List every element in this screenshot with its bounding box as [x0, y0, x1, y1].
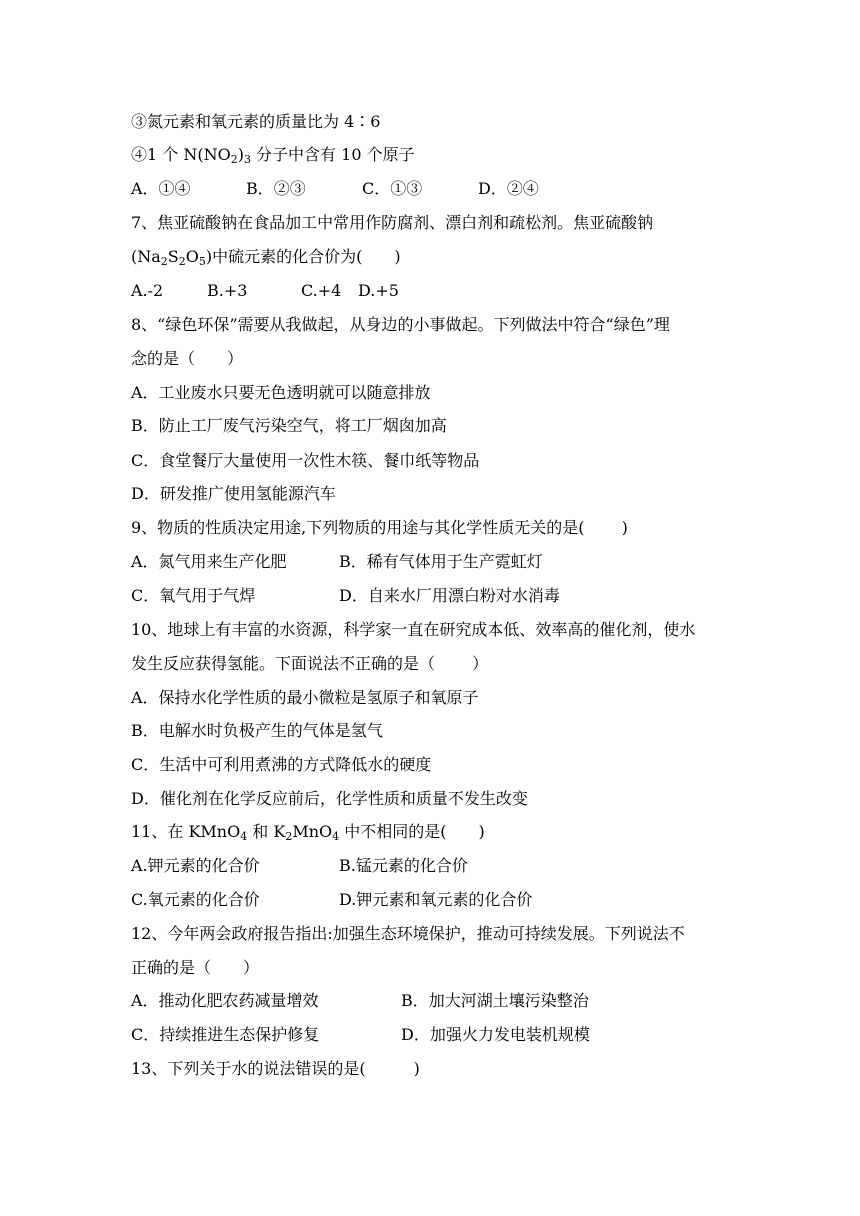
- answer-option: A．①④: [131, 179, 191, 198]
- line-q10-D: D．催化剂在化学反应前后，化学性质和质量不发生改变: [131, 789, 528, 808]
- answer-option: D.钾元素和氧元素的化合价: [339, 890, 533, 909]
- subscript: 4: [240, 830, 248, 843]
- answer-option: B.+3: [207, 281, 248, 300]
- answer-option: C．持续推进生态保护修复: [131, 1025, 320, 1044]
- text-run: (Na: [131, 247, 161, 266]
- answer-option: B．加大河湖土壤污染整治: [401, 991, 589, 1010]
- text-run: MnO: [292, 822, 333, 841]
- answer-option: B.锰元素的化合价: [339, 856, 468, 875]
- line-q8-C: C．食堂餐厅大量使用一次性木筷、餐巾纸等物品: [131, 451, 480, 470]
- line-q7-b: [131, 247, 401, 267]
- answer-option: D．②④: [478, 179, 539, 198]
- line-q7-opts: [131, 281, 731, 301]
- answer-option: B．②③: [246, 179, 306, 198]
- line-q8-D: D．研发推广使用氢能源汽车: [131, 484, 336, 503]
- line-q10-A: A．保持水化学性质的最小微粒是氢原子和氧原子: [131, 688, 479, 707]
- line-q7-a: 7、焦亚硫酸钠在食品加工中常用作防腐剂、漂白剂和疏松剂。焦亚硫酸钠: [131, 213, 654, 232]
- subscript: 2: [178, 255, 186, 268]
- subscript: 3: [243, 153, 251, 166]
- line-q12-CD: [131, 1025, 731, 1045]
- text-run: 分子中含有 10 个原子: [250, 145, 415, 164]
- answer-option: B．稀有气体用于生产霓虹灯: [339, 552, 543, 571]
- text-run: 和 K: [247, 822, 286, 841]
- line-q11-CD: [131, 890, 731, 910]
- text-run: )中硫元素的化合价为( ): [205, 247, 401, 266]
- line-q9-CD: [131, 586, 731, 606]
- answer-option: C.+4: [301, 281, 342, 300]
- line-q9-AB: [131, 552, 731, 572]
- answer-option: D.+5: [358, 281, 399, 300]
- answer-option: C.氧元素的化合价: [131, 890, 260, 909]
- subscript: 4: [332, 830, 340, 843]
- text-run: O: [185, 247, 199, 266]
- answer-option: A．推动化肥农药减量增效: [131, 991, 319, 1010]
- answer-option: C．氧气用于气焊: [131, 586, 256, 605]
- answer-option: D．加强火力发电装机规模: [401, 1025, 590, 1044]
- line-q6-s4: [131, 145, 415, 165]
- line-q10-b: 发生反应获得氢能。下面说法不正确的是（ ）: [131, 654, 489, 673]
- line-q9: 9、物质的性质决定用途,下列物质的用途与其化学性质无关的是( ): [131, 518, 628, 537]
- text-run: 11、在 KMnO: [131, 822, 241, 841]
- line-q8-A: A．工业废水只要无色透明就可以随意排放: [131, 383, 431, 402]
- line-q10-B: B．电解水时负极产生的气体是氢气: [131, 721, 383, 740]
- text-run: 中不相同的是( ): [339, 822, 485, 841]
- line-q12-a: 12、今年两会政府报告指出:加强生态环境保护，推动可持续发展。下列说法不: [131, 924, 685, 943]
- line-q10-a: 10、地球上有丰富的水资源，科学家一直在研究成本低、效率高的催化剂，使水: [131, 620, 696, 639]
- answer-option: A．氮气用来生产化肥: [131, 552, 287, 571]
- line-q10-C: C．生活中可利用煮沸的方式降低水的硬度: [131, 755, 432, 774]
- answer-option: C．①③: [362, 179, 423, 198]
- line-q11: [131, 822, 485, 842]
- subscript: 2: [230, 153, 238, 166]
- line-q12-b: 正确的是（ ）: [131, 958, 260, 977]
- answer-option: A.-2: [131, 281, 164, 300]
- line-q6-opts: [131, 179, 731, 199]
- line-q11-AB: [131, 856, 731, 876]
- text-run: ): [237, 145, 244, 164]
- line-q8-b: 念的是（ ）: [131, 349, 244, 368]
- line-q12-AB: [131, 991, 731, 1011]
- line-q8-a: 8、“绿色环保”需要从我做起，从身边的小事做起。下列做法中符合“绿色”理: [131, 315, 670, 334]
- text-run: S: [167, 247, 179, 266]
- answer-option: D．自来水厂用漂白粉对水消毒: [339, 586, 560, 605]
- subscript: 2: [285, 830, 293, 843]
- text-run: ④1 个 N(NO: [131, 145, 231, 164]
- line-q13: 13、下列关于水的说法错误的是( ): [131, 1059, 420, 1078]
- line-q8-B: B．防止工厂废气污染空气，将工厂烟囱加高: [131, 416, 447, 435]
- subscript: 5: [198, 255, 206, 268]
- answer-option: A.钾元素的化合价: [131, 856, 260, 875]
- line-q6-s3: ③氮元素和氧元素的质量比为 4∶6: [131, 112, 381, 131]
- subscript: 2: [160, 255, 168, 268]
